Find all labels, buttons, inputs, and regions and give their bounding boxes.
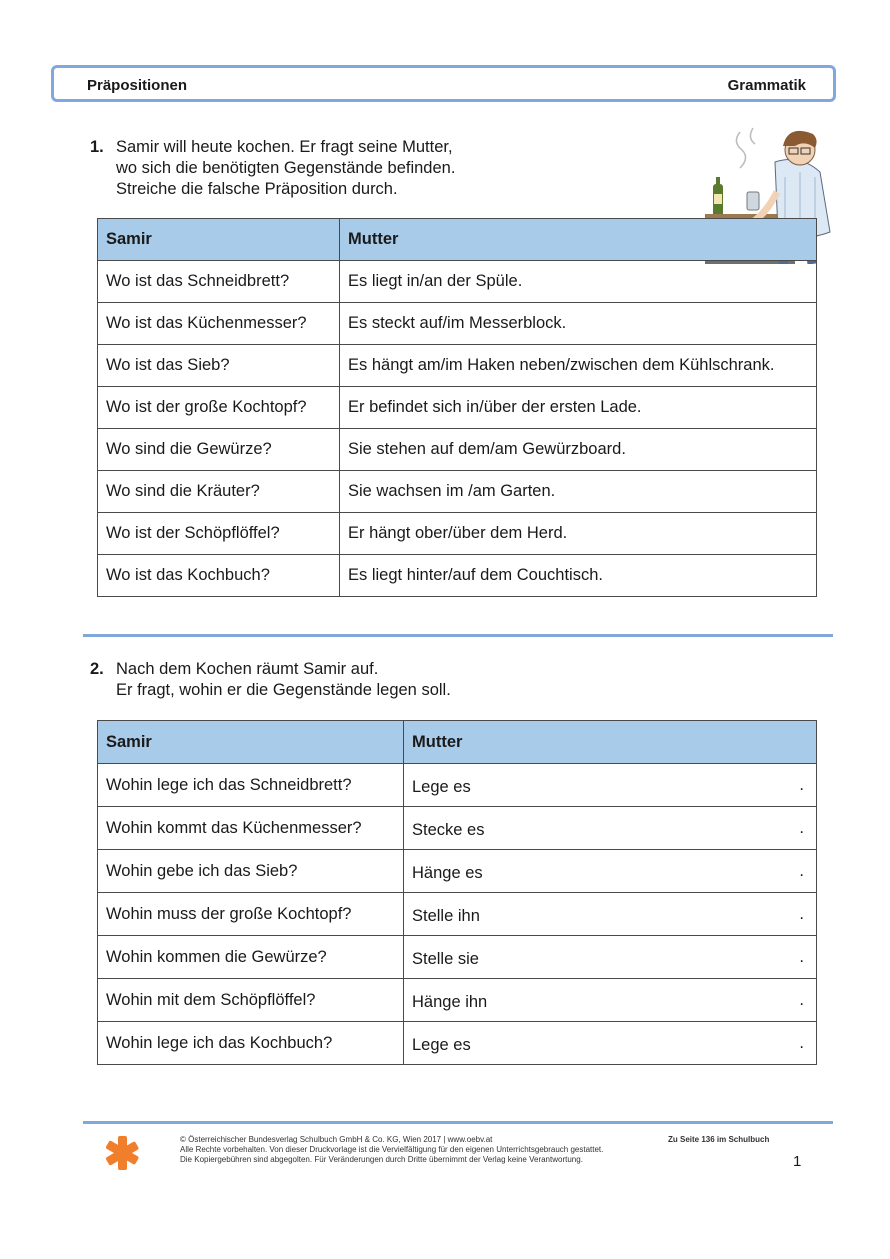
table-row [98, 345, 817, 387]
column-header-samir: Samir [98, 721, 404, 764]
column-header-samir: Samir [98, 219, 340, 261]
table-row [98, 764, 817, 807]
answer-prompt: Hänge ihn [412, 992, 488, 1011]
table-row [98, 850, 817, 893]
answer-prompt: Stelle sie [412, 949, 479, 968]
task-line: Streiche die falsche Präposition durch. [116, 180, 398, 198]
copyright-line: © Österreichischer Bundesverlag Schulbuch GmbH & Co. KG, Wien 2017 | www.oebv.at [180, 1135, 493, 1144]
task-line: wo sich die benötigten Gegenstände befinden. [116, 159, 456, 177]
answer-prompt: Lege es [412, 777, 471, 796]
footer-divider [83, 1121, 833, 1124]
question-cell: Wohin lege ich das Schneidbrett? [98, 764, 404, 807]
answer-cell[interactable]: Es liegt hinter/auf dem Couchtisch. [340, 555, 817, 597]
answer-prompt: Stecke es [412, 820, 485, 839]
task-number: 2. [90, 660, 104, 678]
table-row [98, 513, 817, 555]
question-cell: Wo ist das Sieb? [98, 345, 340, 387]
question-cell: Wo ist der Schöpflöffel? [98, 513, 340, 555]
copyright-line: Alle Rechte vorbehalten. Von dieser Druckvorlage ist die Vervielfältigung für den eigenen Unterrichtsgebrauch gestattet. [180, 1145, 604, 1154]
table-row [98, 555, 817, 597]
column-header-mutter: Mutter [340, 219, 817, 261]
answer-cell[interactable] [404, 1022, 817, 1065]
sentence-end: . [799, 776, 804, 794]
copyright-line: Die Kopiergebühren sind abgegolten. Für Veränderungen durch Dritte übernimmt der Verlag keine Verantwortung. [180, 1155, 583, 1164]
section-divider [83, 634, 833, 637]
answer-prompt: Lege es [412, 1035, 471, 1054]
task-line: Samir will heute kochen. Er fragt seine Mutter, [116, 138, 453, 156]
answer-cell[interactable]: Es steckt auf/im Messerblock. [340, 303, 817, 345]
table-row [98, 979, 817, 1022]
question-cell: Wo ist der große Kochtopf? [98, 387, 340, 429]
table-header-row [98, 219, 817, 261]
answer-cell[interactable]: Sie stehen auf dem/am Gewürzboard. [340, 429, 817, 471]
table-row [98, 807, 817, 850]
task-line: Er fragt, wohin er die Gegenstände legen soll. [116, 681, 451, 699]
question-cell: Wohin mit dem Schöpflöffel? [98, 979, 404, 1022]
answer-cell[interactable]: Er hängt ober/über dem Herd. [340, 513, 817, 555]
answer-prompt: Stelle ihn [412, 906, 480, 925]
answer-cell[interactable]: Es hängt am/im Haken neben/zwischen dem Kühlschrank. [340, 345, 817, 387]
table-header-row [98, 721, 817, 764]
page-number: 1 [793, 1153, 802, 1170]
answer-cell[interactable]: Es liegt in/an der Spüle. [340, 261, 817, 303]
table-row [98, 429, 817, 471]
table-row [98, 303, 817, 345]
question-cell: Wo sind die Gewürze? [98, 429, 340, 471]
sentence-end: . [799, 905, 804, 923]
question-cell: Wohin lege ich das Kochbuch? [98, 1022, 404, 1065]
question-cell: Wohin muss der große Kochtopf? [98, 893, 404, 936]
sentence-end: . [799, 1034, 804, 1052]
publisher-logo-icon [103, 1134, 141, 1172]
textbook-reference: Zu Seite 136 im Schulbuch [668, 1135, 770, 1144]
sentence-end: . [799, 991, 804, 1009]
task-1-table [97, 218, 817, 597]
table-row [98, 471, 817, 513]
task-2-table [97, 720, 817, 1065]
table-row [98, 936, 817, 979]
column-header-mutter: Mutter [404, 721, 817, 764]
task-line: Nach dem Kochen räumt Samir auf. [116, 660, 379, 678]
answer-cell[interactable] [404, 850, 817, 893]
sentence-end: . [799, 819, 804, 837]
answer-cell[interactable] [404, 893, 817, 936]
table-row [98, 387, 817, 429]
answer-prompt: Hänge es [412, 863, 483, 882]
sentence-end: . [799, 862, 804, 880]
question-cell: Wo ist das Schneidbrett? [98, 261, 340, 303]
answer-cell[interactable] [404, 936, 817, 979]
answer-cell[interactable]: Er befindet sich in/über der ersten Lade. [340, 387, 817, 429]
page-header [51, 65, 836, 102]
answer-cell[interactable] [404, 979, 817, 1022]
task-number: 1. [90, 138, 104, 156]
question-cell: Wo sind die Kräuter? [98, 471, 340, 513]
answer-cell[interactable] [404, 807, 817, 850]
copyright-notice [180, 1135, 603, 1165]
page-topic: Präpositionen [87, 77, 188, 94]
table-row [98, 261, 817, 303]
question-cell: Wohin gebe ich das Sieb? [98, 850, 404, 893]
table-row [98, 893, 817, 936]
sentence-end: . [799, 948, 804, 966]
answer-cell[interactable]: Sie wachsen im /am Garten. [340, 471, 817, 513]
question-cell: Wohin kommen die Gewürze? [98, 936, 404, 979]
table-row [98, 1022, 817, 1065]
question-cell: Wohin kommt das Küchenmesser? [98, 807, 404, 850]
question-cell: Wo ist das Küchenmesser? [98, 303, 340, 345]
question-cell: Wo ist das Kochbuch? [98, 555, 340, 597]
answer-cell[interactable] [404, 764, 817, 807]
page-subject: Grammatik [727, 77, 806, 94]
